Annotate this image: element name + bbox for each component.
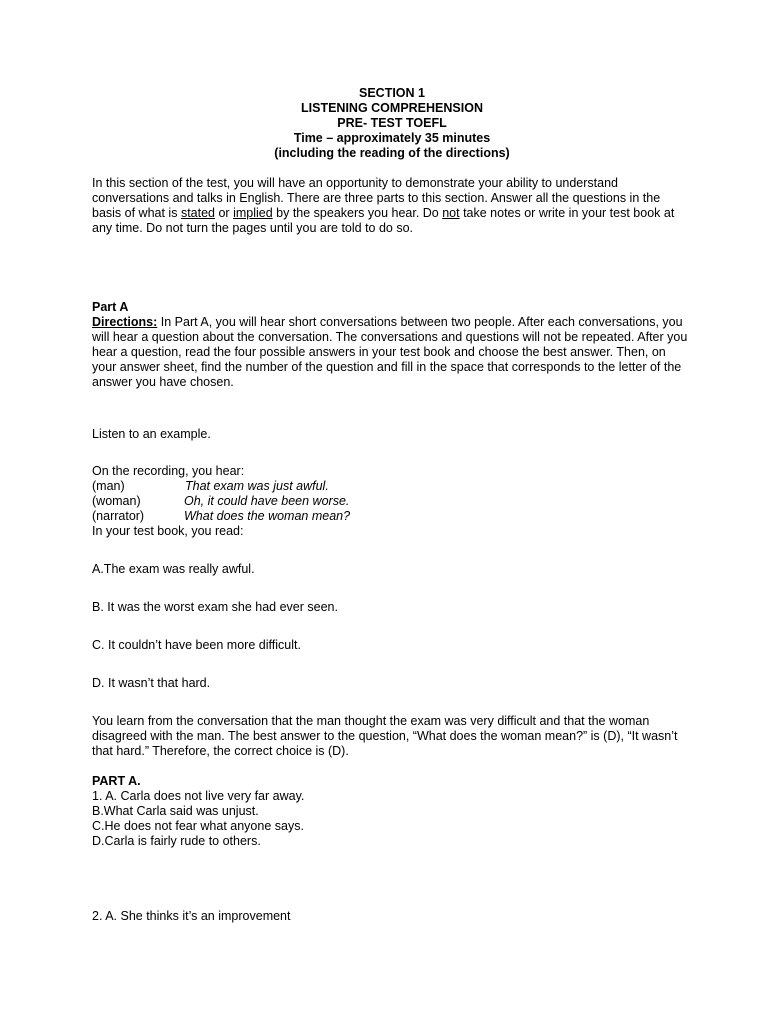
intro-text: or [215, 206, 234, 220]
speaker-label: (narrator) [92, 509, 145, 523]
on-recording: On the recording, you hear: [92, 464, 245, 478]
question-1-option: B.What Carla said was unjust. [92, 804, 259, 818]
header-line: LISTENING COMPREHENSION [301, 101, 483, 115]
spoken-line: That exam was just awful. [185, 479, 329, 493]
questions-heading: PART A. [92, 774, 141, 788]
example-option: A.The exam was really awful. [92, 562, 255, 576]
dialog-line [92, 494, 692, 509]
header-line: PRE- TEST TOEFL [337, 116, 447, 130]
question-2-option: 2. A. She thinks it’s an improvement [92, 909, 291, 923]
directions-label: Directions: [92, 315, 158, 329]
example-option: D. It wasn’t that hard. [92, 676, 211, 690]
example-option: B. It was the worst exam she had ever seen. [92, 600, 338, 614]
underlined-word: implied [233, 206, 273, 220]
header-line: (including the reading of the directions) [274, 146, 510, 160]
spoken-line: What does the woman mean? [184, 509, 351, 523]
section-header [92, 86, 692, 161]
directions-paragraph [92, 315, 692, 390]
question-1-option: D.Carla is fairly rude to others. [92, 834, 261, 848]
document-page [92, 86, 692, 924]
intro-paragraph [92, 176, 692, 236]
intro-text: by the speakers you hear. Do [272, 206, 443, 220]
in-test-book: In your test book, you read: [92, 524, 244, 538]
intro-text: In this section of the test, you will have an opportunity to demonstrate your ability to understand conversations and talks in English. There are three parts to this section. Answer all the questions in the basis of what is [92, 176, 661, 220]
header-line: SECTION 1 [359, 86, 425, 100]
underlined-word: not [442, 206, 460, 220]
underlined-word: stated [180, 206, 215, 220]
intro-text: take notes or write in your test book at any time. Do not turn the pages until you are told to do so. [92, 206, 675, 235]
dialog-line [92, 479, 692, 494]
part-a-heading: Part A [92, 300, 129, 314]
dialog-line [92, 509, 692, 524]
spoken-line: Oh, it could have been worse. [184, 494, 350, 508]
speaker-label: (woman) [92, 494, 141, 508]
question-1-option: C.He does not fear what anyone says. [92, 819, 304, 833]
explanation-paragraph: You learn from the conversation that the man thought the exam was very difficult and that the woman disagreed with the man. The best answer to the question, “What does the woman mean?” is (D), “It wasn’t that hard.” Therefore, the correct choice is (D). [92, 714, 678, 758]
example-option: C. It couldn’t have been more difficult. [92, 638, 301, 652]
question-1-option: 1. A. Carla does not live very far away. [92, 789, 305, 803]
listen-example: Listen to an example. [92, 427, 211, 441]
header-line: Time – approximately 35 minutes [293, 131, 491, 145]
directions-text: In Part A, you will hear short conversations between two people. After each conversations, you will hear a question about the conversation. The conversations and questions will not be repeated. After you hear a question, read the four possible answers in your test book and choose the best answer. Then, on your answer sheet, find the number of the question and fill in the space that corresponds to the letter of the answer you have chosen. [92, 315, 688, 389]
speaker-label: (man) [92, 479, 125, 493]
